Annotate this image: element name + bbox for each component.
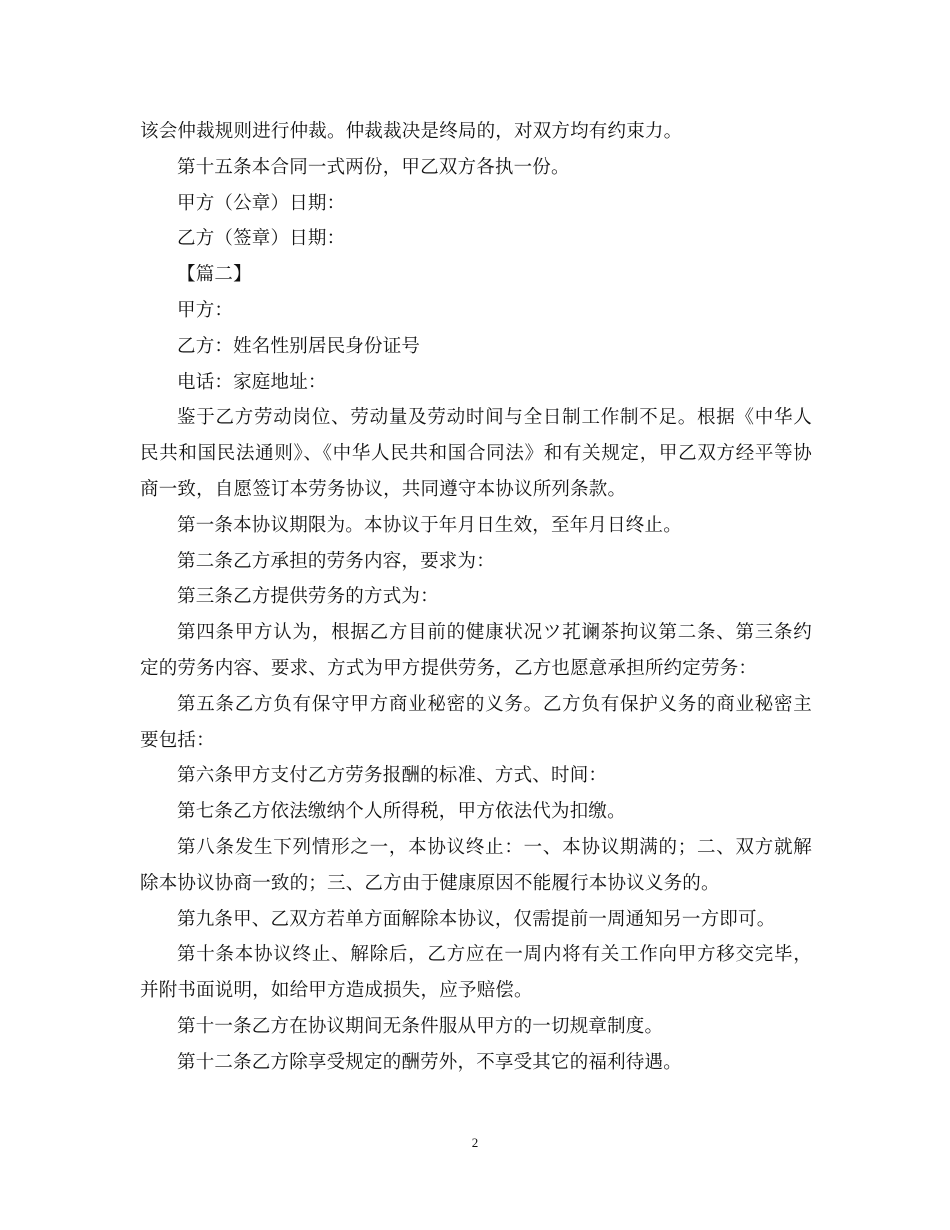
paragraph-article-11: 第十一条乙方在协议期间无条件服从甲方的一切规章制度。 xyxy=(177,1015,664,1037)
paragraph-contact-info: 电话：家庭地址： xyxy=(177,371,327,393)
paragraph-article-9: 第九条甲、乙双方若单方面解除本协议，仅需提前一周通知另一方即可。 xyxy=(177,908,776,930)
page-number: 2 xyxy=(471,1135,479,1150)
paragraph-article-10: 第十条本协议终止、解除后，乙方应在一周内将有关工作向甲方移交完毕，并附书面说明，如给甲方造成损失，应予赔偿。 xyxy=(140,944,812,1002)
paragraph-article-4: 第四条甲方认为，根据乙方目前的健康状况ツ芤谰茶拘议第二条、第三条约定的劳务内容、要求、方式为甲方提供劳务，乙方也愿意承担所约定劳务： xyxy=(140,622,812,679)
section-heading-part-two: 【篇二】 xyxy=(177,264,252,286)
paragraph-article-3: 第三条乙方提供劳务的方式为： xyxy=(177,586,439,608)
paragraph-article-12: 第十二条乙方除享受规定的酬劳外，不享受其它的福利待遇。 xyxy=(177,1051,682,1073)
paragraph-article-1: 第一条本协议期限为。本协议于年月日生效，至年月日终止。 xyxy=(177,514,682,536)
paragraph-article-8: 第八条发生下列情形之一，本协议终止：一、本协议期满的；二、双方就解除本协议协商一致的；三、乙方由于健康原因不能履行本协议义务的。 xyxy=(140,836,812,894)
paragraph-party-b-info: 乙方：姓名性别居民身份证号 xyxy=(177,335,421,357)
paragraph-article-15: 第十五条本合同一式两份，甲乙双方各执一份。 xyxy=(177,156,570,178)
paragraph-article-7: 第七条乙方依法缴纳个人所得税，甲方依法代为扣缴。 xyxy=(177,801,626,823)
paragraph-arbitration-continued: 该会仲裁规则进行仲裁。仲裁裁决是终局的，对双方均有约束力。 xyxy=(140,121,683,142)
paragraph-party-a: 甲方： xyxy=(177,299,234,321)
document-body xyxy=(140,114,812,1081)
paragraph-preamble: 鉴于乙方劳动岗位、劳动量及劳动时间与全日制工作制不足。根据《中华人民共和国民法通则》、《中华人民共和国合同法》和有关规定，甲乙双方经平等协商一致，自愿签订本劳务协议，共同遵守本协议所列条款。 xyxy=(140,407,812,500)
paragraph-article-2: 第二条乙方承担的劳务内容，要求为： xyxy=(177,550,495,572)
paragraph-party-a-seal: 甲方（公章）日期： xyxy=(177,192,346,214)
paragraph-article-5: 第五条乙方负有保守甲方商业秘密的义务。乙方负有保护义务的商业秘密主要包括： xyxy=(140,693,812,751)
paragraph-article-6: 第六条甲方支付乙方劳务报酬的标准、方式、时间： xyxy=(177,765,608,787)
paragraph-party-b-signature: 乙方（签章）日期： xyxy=(177,228,346,250)
